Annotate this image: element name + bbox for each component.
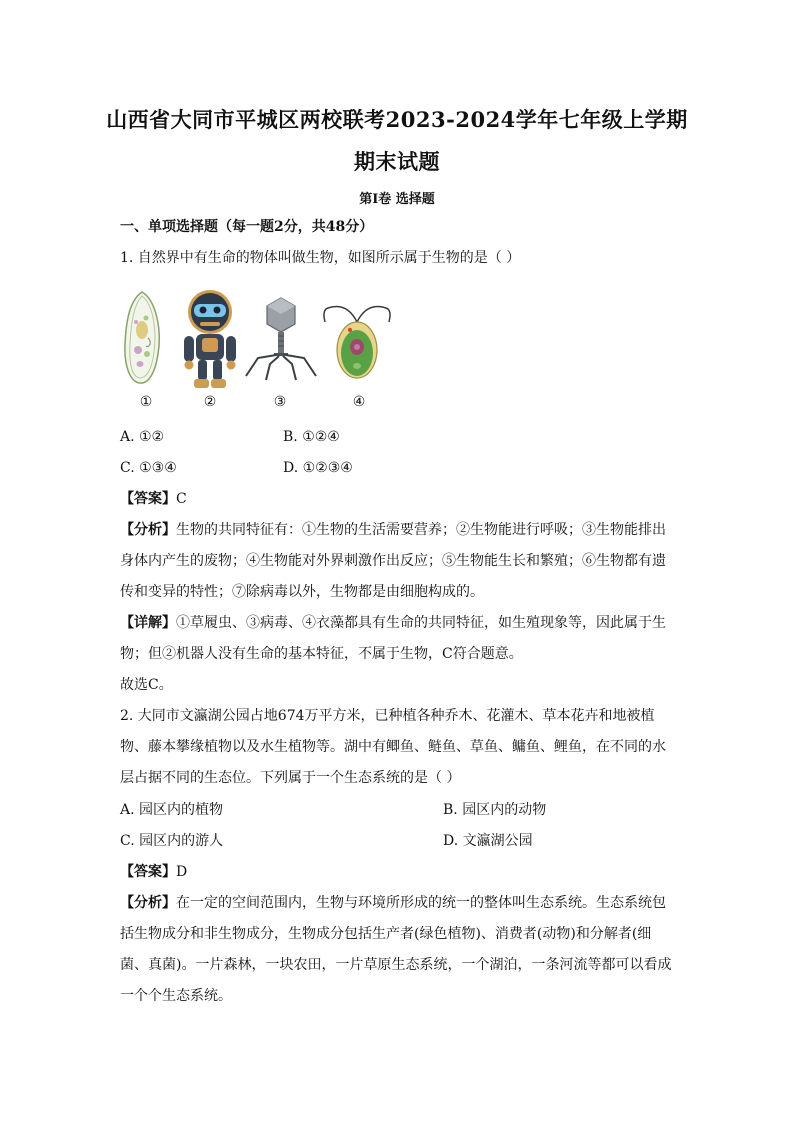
answer-tag: 【答案】: [120, 864, 176, 880]
question-1-figure: [118, 282, 408, 412]
robot-icon: [182, 286, 238, 390]
document-title-line-2: 期末试题: [354, 149, 440, 174]
section-heading: 第Ⅰ卷 选择题: [359, 192, 435, 207]
question-1-analysis-line-3: 传和变异的特性；⑦除病毒以外，生物都是由细胞构成的。: [120, 584, 484, 600]
question-2-analysis-line-3: 菌、真菌)。一片森林，一块农田，一片草原生态系统，一个湖泊，一条河流等都可以看成: [120, 957, 672, 973]
question-2-stem-line-1: 2. 大同市文瀛湖公园占地674万平方米，已种植各种乔木、花灌木、草本花卉和地被植: [120, 708, 655, 724]
analysis-text: 生物的共同特征有：①生物的生活需要营养；②生物能进行呼吸；③生物能排出: [176, 522, 666, 538]
question-2-option-c: C. 园区内的游人: [120, 833, 224, 849]
question-2-analysis-line-4: 一个个生态系统。: [120, 988, 232, 1004]
answer-value: C: [176, 491, 187, 507]
question-2-analysis-line-1: [120, 894, 666, 912]
question-1-answer: [120, 490, 187, 508]
figure-label-4: ④: [352, 394, 366, 410]
question-2-option-a: A. 园区内的植物: [120, 802, 224, 818]
question-1-detail-line-2: 物；但②机器人没有生命的基本特征，不属于生物，C符合题意。: [120, 646, 523, 662]
analysis-text: 在一定的空间范围内，生物与环境所形成的统一的整体叫生态系统。生态系统包: [176, 895, 666, 911]
question-1-option-b: B. ①②④: [283, 429, 340, 445]
question-1-analysis-line-1: [120, 521, 666, 539]
question-1-analysis-line-2: 身体内产生的废物；④生物能对外界刺激作出反应；⑤生物能生长和繁殖；⑥生物都有遗: [120, 553, 666, 569]
question-2-option-b: B. 园区内的动物: [443, 802, 547, 818]
question-1-option-a: A. ①②: [120, 429, 165, 445]
question-2-stem-line-3: 层占据不同的生态位。下列属于一个生态系统的是（ ）: [120, 770, 461, 786]
part-heading: 一、单项选择题（每一题2分，共48分）: [120, 219, 374, 235]
figure-label-1: ①: [139, 394, 153, 410]
paramecium-icon: [120, 290, 164, 386]
analysis-tag: 【分析】: [120, 895, 176, 911]
chlamydomonas-icon: [322, 300, 392, 382]
question-2-answer: [120, 863, 187, 881]
question-1-option-d: D. ①②③④: [283, 460, 353, 476]
question-1-detail-line-1: [120, 614, 666, 632]
question-1-conclusion: 故选C。: [120, 677, 173, 693]
virus-icon: [240, 296, 322, 382]
answer-tag: 【答案】: [120, 491, 176, 507]
analysis-tag: 【分析】: [120, 522, 176, 538]
question-2-stem-line-2: 物、藤本攀缘植物以及水生植物等。湖中有鲫鱼、鲢鱼、草鱼、鳙鱼、鲤鱼，在不同的水: [120, 739, 666, 755]
detail-tag: 【详解】: [120, 615, 176, 631]
document-title-line-1: 山西省大同市平城区两校联考2023-2024学年七年级上学期: [106, 107, 688, 132]
question-2-option-d: D. 文瀛湖公园: [443, 833, 533, 849]
question-1-option-c: C. ①③④: [120, 460, 177, 476]
detail-text: ①草履虫、③病毒、④衣藻都具有生命的共同特征，如生殖现象等，因此属于生: [176, 615, 666, 631]
figure-label-3: ③: [273, 394, 287, 410]
answer-value: D: [176, 864, 188, 880]
question-2-analysis-line-2: 括生物成分和非生物成分，生物成分包括生产者(绿色植物)、消费者(动物)和分解者(细: [120, 926, 652, 942]
figure-label-2: ②: [203, 394, 217, 410]
question-1-stem: 1. 自然界中有生命的物体叫做生物，如图所示属于生物的是（ ）: [120, 250, 521, 266]
